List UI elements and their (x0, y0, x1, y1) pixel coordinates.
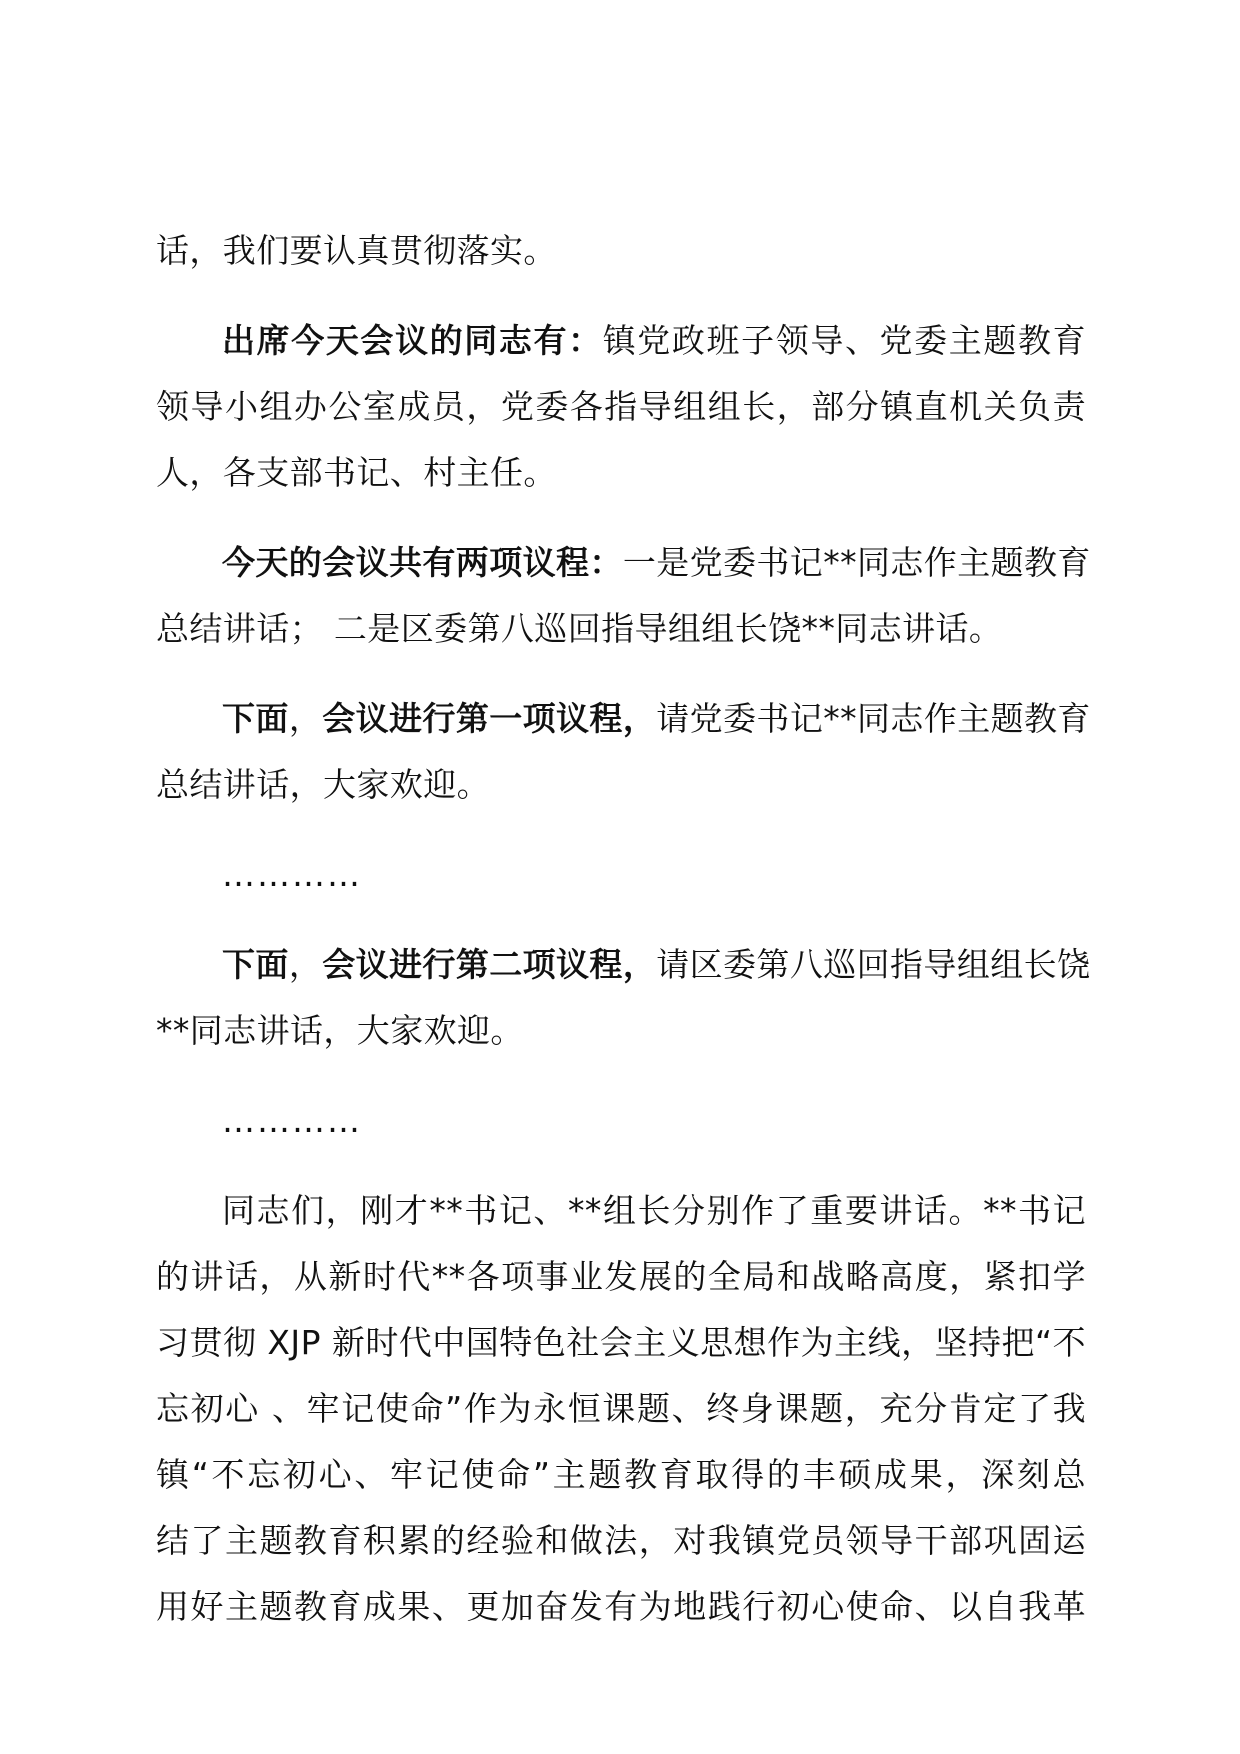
text-line: 的讲话，从新时代**各项事业发展的全局和战略高度，紧扣学 (156, 1257, 1086, 1296)
paragraph-agenda-item-2 (156, 932, 1091, 1064)
text-line: 领导小组办公室成员，党委各指导组组长，部分镇直机关负责 (156, 387, 1086, 426)
text-run: 请党委书记**同志作主题教育 (656, 699, 1091, 738)
paragraph-first-line (156, 932, 1091, 998)
paragraph-first-line: 同志们，刚才**书记、**组长分别作了重要讲话。**书记 (222, 1191, 1086, 1230)
paragraph-attendees (156, 308, 1086, 506)
text-run: 一是党委书记**同志作主题教育 (622, 543, 1091, 582)
text-run: 镇党政班子领导、党委主题教育 (602, 321, 1086, 360)
text-line: **同志讲话，大家欢迎。 (156, 1011, 524, 1050)
paragraph-continuation (156, 218, 1086, 284)
paragraph-gap (156, 284, 1086, 308)
ellipsis-placeholder: ………… (222, 1101, 362, 1140)
paragraph-gap (156, 818, 1086, 842)
bold-lead-text: 下面 (222, 699, 289, 738)
bold-lead-text: 会议进行第一项议程， (322, 699, 657, 738)
text-line: 总结讲话，大家欢迎。 (156, 765, 490, 804)
text-line: 总结讲话； 二是区委第八巡回指导组组长饶**同志讲话。 (156, 609, 1003, 648)
text-line: 用好主题教育成果、更加奋发有为地践行初心使命、以自我革 (156, 1587, 1086, 1626)
ellipsis-placeholder: ………… (222, 855, 362, 894)
paragraph-summary (156, 1178, 1086, 1640)
text-line: 习贯彻 XJP 新时代中国特色社会主义思想作为主线，坚持把“不 (156, 1323, 1086, 1362)
bold-lead-text: 会议进行第二项议程， (322, 945, 657, 984)
paragraph-first-line (156, 308, 1086, 374)
paragraph-gap (156, 1064, 1086, 1088)
paragraph-agenda (156, 530, 1091, 662)
bold-lead-text: 今天的会议共有两项议程： (222, 543, 623, 582)
paragraph-gap (156, 908, 1086, 932)
bold-lead-text: 出席今天会议的同志有： (222, 321, 603, 360)
text-run: ， (288, 945, 323, 984)
paragraph-gap (156, 506, 1086, 530)
paragraph-gap (156, 1154, 1086, 1178)
paragraph-gap (156, 662, 1086, 686)
text-line: 结了主题教育积累的经验和做法，对我镇党员领导干部巩固运 (156, 1521, 1086, 1560)
text-line: 话，我们要认真贯彻落实。 (156, 231, 557, 270)
document-body (156, 218, 1091, 1640)
paragraph-agenda-item-1 (156, 686, 1091, 818)
text-line: 忘初心 、牢记使命”作为永恒课题、终身课题，充分肯定了我 (156, 1389, 1086, 1428)
text-run: 请区委第八巡回指导组组长饶 (656, 945, 1091, 984)
paragraph-first-line (156, 530, 1091, 596)
text-line: 人，各支部书记、村主任。 (156, 453, 557, 492)
bold-lead-text: 下面 (222, 945, 289, 984)
paragraph-first-line (156, 686, 1091, 752)
text-run: ， (288, 699, 323, 738)
text-line: 镇“不忘初心、牢记使命”主题教育取得的丰硕成果，深刻总 (156, 1455, 1086, 1494)
